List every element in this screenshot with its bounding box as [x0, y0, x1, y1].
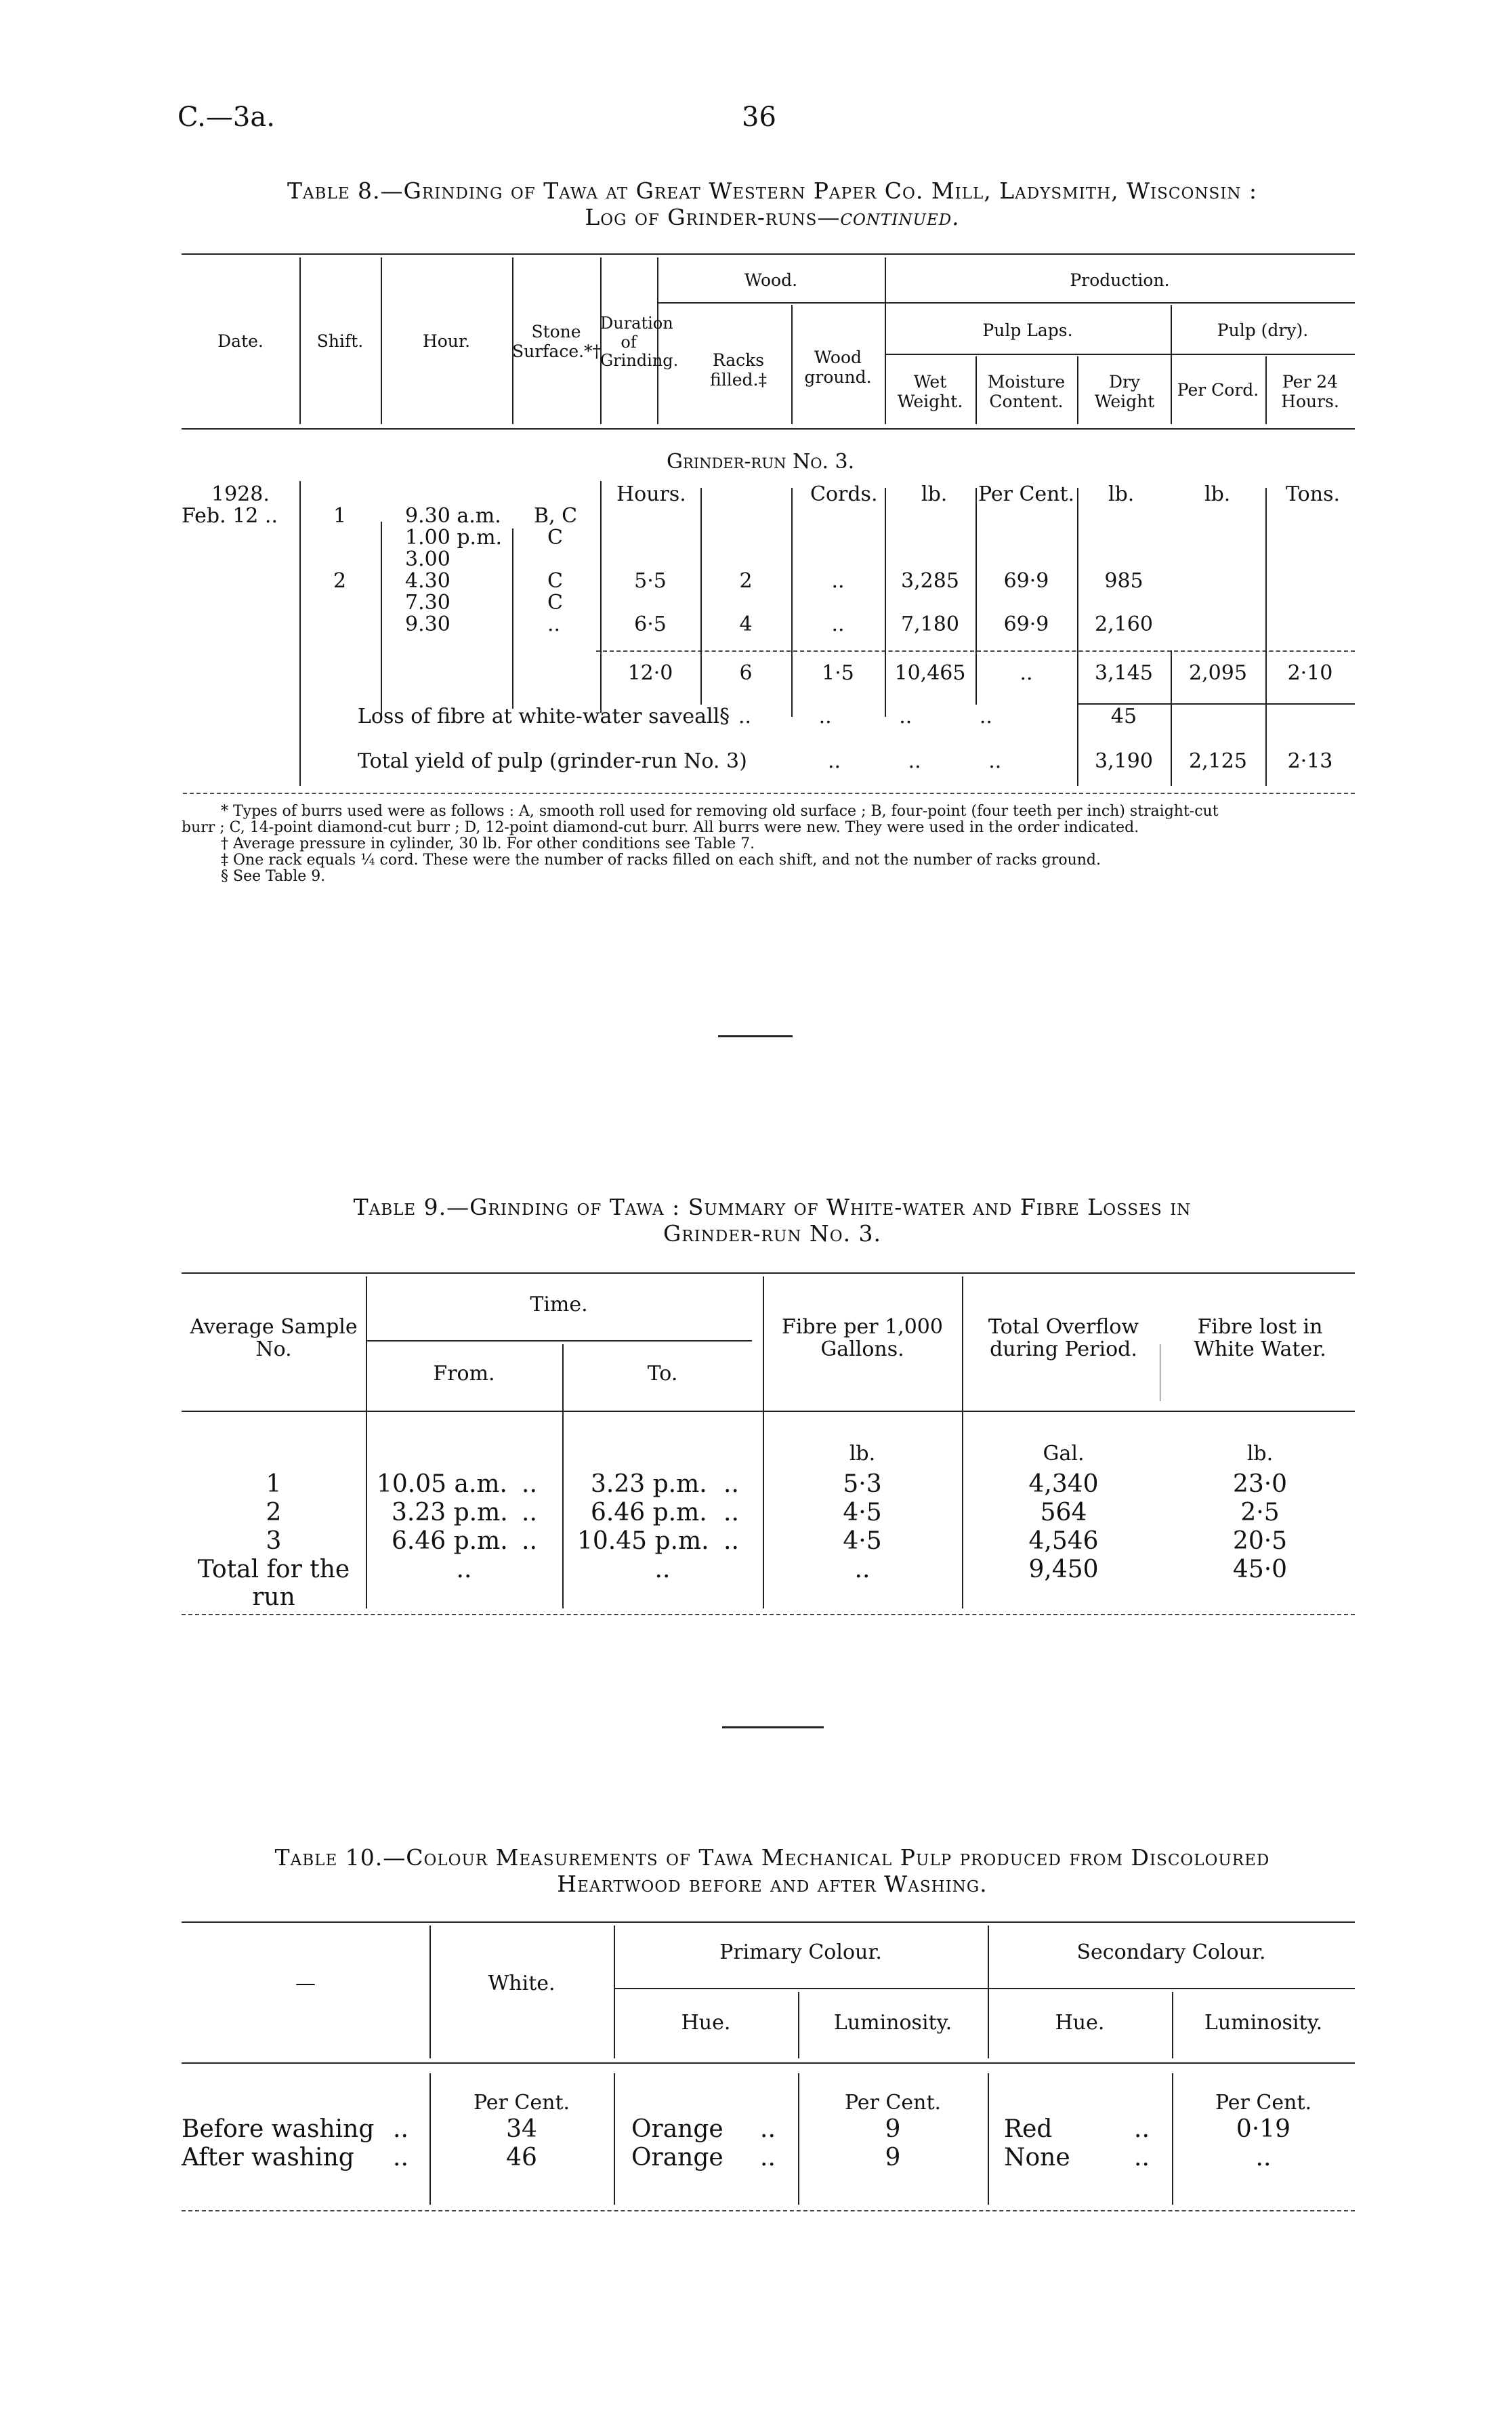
t9-r3-lost: 20·5	[1232, 1527, 1288, 1555]
t9-r2-fibre: 4·5	[843, 1499, 882, 1526]
t8-h-per-cord: Per Cord.	[1177, 380, 1259, 400]
t10-r2-plum: 9	[885, 2144, 901, 2171]
t10-r1-label: Before washing	[182, 2115, 375, 2143]
t9-r1-fibre: 5·3	[843, 1470, 882, 1498]
t9-total-to: ..	[654, 1556, 671, 1583]
t8-r1-dry: 985	[1104, 569, 1143, 593]
t9-r2-to-dots: ..	[723, 1499, 739, 1526]
t10-h-secondary-hue: Hue.	[1055, 2011, 1105, 2035]
t10-r2-shue: None	[1004, 2144, 1070, 2171]
t9-r2-to: 6.46 p.m.	[591, 1499, 707, 1526]
t8-loss-dry: 45	[1110, 705, 1137, 728]
t10-unit-white: Per Cent.	[473, 2091, 570, 2115]
t8-hour-5: 7.30	[405, 591, 450, 615]
t8-footnote-4: ‡ One rack equals ¼ cord. These were the number of racks filled on each shift, and not the number of racks ground.	[221, 852, 1101, 869]
t8-r1-moisture: 69·9	[1003, 569, 1049, 593]
t9-r2-from-dots: ..	[522, 1499, 537, 1526]
table10-caption-line2: Heartwood before and after Washing.	[557, 1871, 988, 1897]
t8-run-title: Grinder-run No. 3.	[667, 450, 855, 474]
t9-h-overflow: Total Overflow during Period.	[988, 1315, 1139, 1361]
t8-r1-duration: 5·5	[634, 569, 667, 593]
t10-h-primary-hue: Hue.	[681, 2011, 731, 2035]
t9-unit-overflow: Gal.	[1043, 1442, 1085, 1465]
t9-r1-from: 10.05 a.m.	[377, 1470, 507, 1498]
t9-r3-to-dots: ..	[723, 1527, 739, 1555]
t8-h-shift: Shift.	[316, 331, 364, 351]
t9-h-fibre: Fibre per 1,000 Gallons.	[782, 1315, 943, 1361]
t8-h-wood: Wood.	[744, 270, 798, 290]
t10-r2-slum: ..	[1255, 2144, 1272, 2171]
t10-r1-slum: 0·19	[1236, 2115, 1291, 2143]
page-ref: C.—3a.	[177, 102, 275, 133]
t8-unit-duration: Hours.	[616, 482, 686, 506]
t8-stone-5: ..	[547, 612, 561, 636]
t10-unit-plum: Per Cent.	[844, 2091, 942, 2115]
t9-r3-from-dots: ..	[522, 1527, 537, 1555]
t8-yield-dry: 3,190	[1095, 749, 1153, 773]
t10-r2-phue: Orange	[631, 2144, 723, 2171]
t8-r2-wood: ..	[831, 612, 845, 636]
t10-h-secondary: Secondary Colour.	[1076, 1940, 1266, 1964]
t10-h-secondary-lum: Luminosity.	[1204, 2011, 1323, 2035]
t9-unit-lost: lb.	[1246, 1442, 1274, 1465]
t10-h-primary: Primary Colour.	[719, 1940, 882, 1964]
t8-hour-6: 9.30	[405, 612, 450, 636]
t9-h-sample: Average Sample No.	[190, 1315, 358, 1361]
t8-unit-wet: lb.	[921, 482, 948, 506]
t8-stone-4: C	[547, 591, 563, 615]
t10-r1-plum: 9	[885, 2115, 901, 2143]
table8-caption	[169, 178, 1375, 230]
t9-h-time: Time.	[530, 1293, 588, 1316]
t8-h-pulp-dry: Pulp (dry).	[1217, 320, 1309, 340]
t10-r2-label: After washing	[182, 2144, 354, 2171]
t9-r2-lost: 2·5	[1240, 1499, 1280, 1526]
table8-caption-line2: Log of Grinder-runs—	[585, 204, 841, 230]
t8-total-per-cord: 2,095	[1189, 661, 1247, 685]
t9-total-label-2: run	[252, 1583, 295, 1612]
t10-unit-slum: Per Cent.	[1215, 2091, 1312, 2115]
t8-footnote-1: * Types of burrs used were as follows : A, smooth roll used for removing old surface ; B, four-point (four teeth per inch) straight-cut	[221, 803, 1219, 820]
t8-stone-3: C	[547, 569, 563, 593]
t8-total-moisture: ..	[1020, 661, 1033, 685]
t8-h-production: Production.	[1070, 270, 1170, 290]
t9-total-overflow: 9,450	[1028, 1556, 1099, 1583]
t9-r1-overflow: 4,340	[1028, 1470, 1099, 1498]
t10-r1-phue: Orange	[631, 2115, 723, 2143]
t8-r2-racks: 4	[739, 612, 753, 636]
t8-r2-wet: 7,180	[901, 612, 959, 636]
t8-shift-1: 1	[333, 504, 347, 528]
t9-r1-from-dots: ..	[522, 1470, 537, 1498]
t10-r2-phue-dots: ..	[760, 2144, 776, 2171]
table9-caption-line2: Grinder-run No. 3.	[663, 1220, 882, 1247]
t8-total-wood: 1·5	[822, 661, 854, 685]
t8-yield-label: Total yield of pulp (grinder-run No. 3)	[358, 749, 747, 773]
t9-r1-to: 3.23 p.m.	[591, 1470, 707, 1498]
t8-h-per24: Per 24 Hours.	[1281, 372, 1339, 411]
t8-h-dry: Dry Weight	[1094, 372, 1155, 411]
t10-r1-shue-dots: ..	[1134, 2115, 1150, 2143]
page-number: 36	[742, 102, 776, 133]
t8-footnote-2: burr ; C, 14-point diamond-cut burr ; D, 12-point diamond-cut burr. All burrs were new. They were used in the order indicated.	[182, 819, 1139, 836]
t8-loss-dots: .. .. .. ..	[738, 705, 992, 728]
t9-r3-no: 3	[266, 1527, 282, 1555]
t8-unit-per24: Tons.	[1286, 482, 1340, 506]
t8-h-wet: Wet Weight.	[897, 372, 963, 411]
t8-r1-racks: 2	[739, 569, 753, 593]
t8-hour-2: 1.00 p.m.	[405, 526, 503, 549]
t8-shift-2: 2	[333, 569, 347, 593]
t9-total-fibre: ..	[854, 1556, 870, 1583]
t9-r3-from: 6.46 p.m.	[392, 1527, 508, 1555]
t8-total-duration: 12·0	[627, 661, 673, 685]
table8-caption-line1: Table 8.—Grinding of Tawa at Great Western Paper Co. Mill, Ladysmith, Wisconsin :	[287, 178, 1258, 204]
t8-stone-1: B, C	[534, 504, 578, 528]
t8-h-duration: Duration of Grinding.	[600, 314, 679, 371]
t8-unit-per-cord: lb.	[1204, 482, 1231, 506]
t8-loss-label: Loss of fibre at white-water saveall§	[358, 705, 730, 728]
t8-footnote-5: § See Table 9.	[221, 868, 326, 885]
t9-r3-fibre: 4·5	[843, 1527, 882, 1555]
t8-h-racks: Racks filled.‡	[710, 350, 767, 390]
t10-r1-white: 34	[506, 2115, 537, 2143]
t8-r2-dry: 2,160	[1095, 612, 1153, 636]
table9-caption-line1: Table 9.—Grinding of Tawa : Summary of White-water and Fibre Losses in	[353, 1194, 1192, 1220]
t10-r2-shue-dots: ..	[1134, 2144, 1150, 2171]
t8-h-date: Date.	[217, 331, 264, 351]
t10-h-white: White.	[488, 1972, 555, 1995]
table9-caption	[169, 1194, 1375, 1247]
t8-r1-wood: ..	[831, 569, 845, 593]
t10-r1-shue: Red	[1004, 2115, 1053, 2143]
t9-r1-to-dots: ..	[723, 1470, 739, 1498]
t8-date: Feb. 12 ..	[182, 504, 278, 528]
t10-h-primary-lum: Luminosity.	[833, 2011, 952, 2035]
table10-caption-line1: Table 10.—Colour Measurements of Tawa Mechanical Pulp produced from Discoloured	[274, 1844, 1270, 1871]
t10-h-dash: —	[295, 1972, 316, 1995]
t10-r2-label-dots: ..	[393, 2144, 408, 2171]
t8-unit-moisture: Per Cent.	[978, 482, 1075, 506]
t8-total-per24: 2·10	[1287, 661, 1333, 685]
t9-total-label-1: Total for the	[197, 1556, 350, 1583]
t9-r1-lost: 23·0	[1232, 1470, 1288, 1498]
t9-h-lost: Fibre lost in White Water.	[1194, 1315, 1326, 1361]
separator-1	[718, 1035, 793, 1037]
t9-h-to: To.	[647, 1362, 678, 1386]
t8-r1-wet: 3,285	[901, 569, 959, 593]
t9-r1-no: 1	[266, 1470, 282, 1498]
t8-unit-dry: lb.	[1108, 482, 1135, 506]
separator-2	[722, 1726, 824, 1728]
t9-r3-overflow: 4,546	[1028, 1527, 1099, 1555]
table8-caption-continued: continued.	[840, 204, 960, 230]
t9-unit-fibre: lb.	[849, 1442, 876, 1465]
t8-yield-dots: .. .. ..	[828, 749, 1002, 773]
t8-yield-per-cord: 2,125	[1189, 749, 1247, 773]
t8-h-moisture: Moisture Content.	[987, 372, 1066, 411]
t10-r1-label-dots: ..	[393, 2115, 408, 2143]
t10-r2-white: 46	[506, 2144, 537, 2171]
t8-h-pulp-laps: Pulp Laps.	[982, 320, 1073, 340]
t9-total-label	[182, 1556, 366, 1612]
t8-h-hour: Hour.	[422, 331, 471, 351]
t8-footnote-3: † Average pressure in cylinder, 30 lb. For other conditions see Table 7.	[221, 835, 755, 852]
t8-hour-1: 9.30 a.m.	[405, 504, 501, 528]
table10-caption	[169, 1844, 1375, 1897]
t10-r1-phue-dots: ..	[760, 2115, 776, 2143]
t9-r2-from: 3.23 p.m.	[392, 1499, 508, 1526]
t8-h-stone: Stone Surface.*†	[512, 322, 602, 361]
t8-r2-duration: 6·5	[634, 612, 667, 636]
t9-r2-no: 2	[266, 1499, 282, 1526]
t8-yield-per24: 2·13	[1287, 749, 1333, 773]
t8-total-dry: 3,145	[1095, 661, 1153, 685]
t8-year: 1928.	[211, 482, 270, 506]
t8-stone-2: C	[547, 526, 563, 549]
t9-h-from: From.	[433, 1362, 495, 1386]
t8-hour-4: 4.30	[405, 569, 450, 593]
t9-r3-to: 10.45 p.m.	[577, 1527, 709, 1555]
t9-total-from: ..	[456, 1556, 472, 1583]
t8-hour-3: 3.00	[405, 547, 450, 571]
t8-total-racks: 6	[739, 661, 753, 685]
t9-total-lost: 45·0	[1232, 1556, 1288, 1583]
t8-r2-moisture: 69·9	[1003, 612, 1049, 636]
t8-h-wood-ground: Wood ground.	[804, 348, 872, 387]
t8-unit-wood: Cords.	[810, 482, 878, 506]
t9-r2-overflow: 564	[1040, 1499, 1087, 1526]
t8-total-wet: 10,465	[894, 661, 966, 685]
